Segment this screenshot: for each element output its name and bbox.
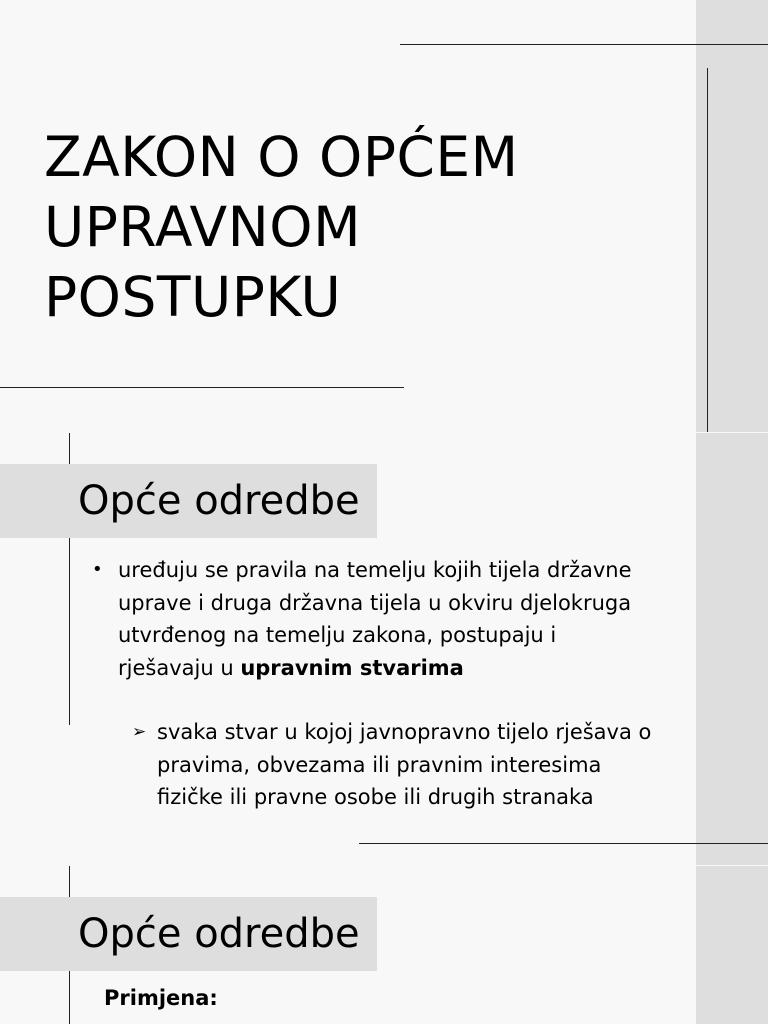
right-accent-band xyxy=(696,866,768,1024)
bullet-bold-text: upravnim stvarima xyxy=(240,655,464,680)
slide-heading: Opće odredbe xyxy=(78,478,360,524)
presentation-title xyxy=(44,122,519,332)
title-line-3: POSTUPKU xyxy=(44,265,342,329)
application-label: Primjena: xyxy=(104,986,218,1010)
bullet-item xyxy=(92,554,648,684)
arrow-bullet-icon: ➢ xyxy=(132,722,147,742)
slide-heading: Opće odredbe xyxy=(78,911,360,957)
top-rule xyxy=(400,44,768,45)
title-line-1: ZAKON O OPĆEM xyxy=(44,125,519,189)
right-accent-band xyxy=(696,433,768,865)
bullet-marker: • xyxy=(92,559,103,580)
sub-bullet-text: svaka stvar u kojoj javnopravno tijelo rješava o pravima, obvezama ili pravnim interesima fizičke ili pravne osobe ili drugih stranaka xyxy=(157,720,652,809)
bottom-rule xyxy=(359,843,768,844)
bullet-text: uređuju se pravila na temelju kojih tijela državne uprave i druga državna tijela u okviru djelokruga utvrđenog na temelju zakona, postupaju i rješavaju u xyxy=(118,558,632,680)
title-underline-rule xyxy=(0,387,404,388)
slide-title xyxy=(0,0,768,432)
sub-bullet-item xyxy=(132,716,657,814)
title-line-2: UPRAVNOM xyxy=(44,195,362,259)
right-vertical-rule xyxy=(707,68,708,432)
